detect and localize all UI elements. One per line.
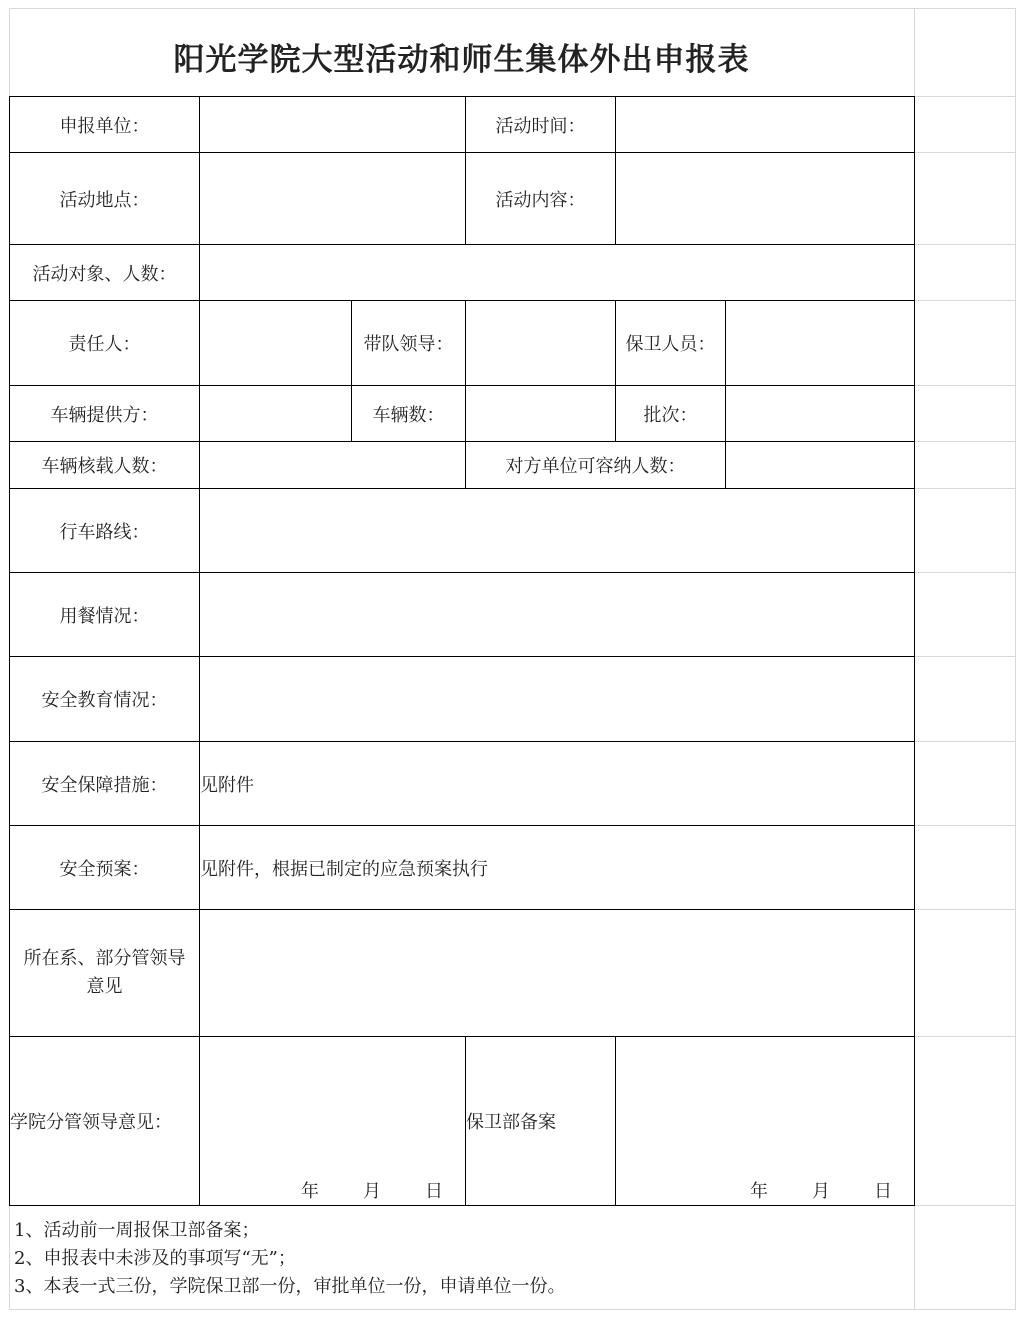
form-row [10, 442, 915, 489]
place-field[interactable] [200, 153, 466, 245]
note-item: 3、本表一式三份，学院保卫部一份，审批单位一份，申请单位一份。 [14, 1276, 566, 1297]
batch-label: 批次： [616, 386, 726, 442]
sheet-gridline [9, 8, 1016, 9]
host-capacity-field[interactable] [726, 442, 915, 489]
safety-plan-label: 安全预案： [10, 826, 200, 910]
route-field[interactable] [200, 489, 915, 573]
sheet-gridline [914, 244, 1016, 245]
meals-label: 用餐情况： [10, 573, 200, 657]
sheet-gridline [1015, 8, 1016, 1310]
sheet-gridline [914, 96, 1016, 97]
form-row [10, 573, 915, 657]
dept-opinion-field[interactable] [200, 910, 915, 1037]
time-label: 活动时间： [466, 97, 616, 153]
dept-opinion-label-line2: 意见 [86, 976, 123, 997]
team-leader-field[interactable] [466, 301, 616, 386]
security-record-field[interactable] [616, 1037, 915, 1206]
form-row [10, 742, 915, 826]
sheet-gridline [914, 300, 1016, 301]
note-item: 2、申报表中未涉及的事项写“无”； [14, 1248, 296, 1269]
time-field[interactable] [616, 97, 915, 153]
day-label: 日 [425, 1180, 443, 1202]
sheet-gridline [914, 441, 1016, 442]
college-opinion-field[interactable] [200, 1037, 466, 1206]
sheet-gridline [914, 1036, 1016, 1037]
form-row [10, 910, 915, 1037]
sheet-gridline [914, 1205, 1016, 1206]
form-title: 阳光学院大型活动和师生集体外出申报表 [173, 41, 750, 78]
sheet-gridline [914, 488, 1016, 489]
form-row [10, 826, 915, 910]
security-staff-label: 保卫人员： [616, 301, 726, 386]
audience-field[interactable] [200, 245, 915, 301]
form-row [10, 301, 915, 386]
form-row [10, 245, 915, 301]
content-field[interactable] [616, 153, 915, 245]
month-label: 月 [363, 1180, 381, 1202]
form-row [10, 153, 915, 245]
security-record-label: 保卫部备案 [466, 1037, 616, 1206]
form-row [10, 386, 915, 442]
application-form-table [9, 96, 915, 1206]
meals-field[interactable] [200, 573, 915, 657]
dept-opinion-label-line1: 所在系、部分管领导 [23, 948, 186, 969]
sheet-gridline [914, 909, 1016, 910]
vehicle-provider-label: 车辆提供方： [10, 386, 200, 442]
year-label: 年 [750, 1180, 768, 1202]
sheet-gridline [914, 572, 1016, 573]
team-leader-label: 带队领导： [352, 301, 466, 386]
safety-measures-field[interactable]: 见附件 [200, 742, 915, 826]
vehicle-count-label: 车辆数： [352, 386, 466, 442]
responsible-label: 责任人： [10, 301, 200, 386]
sheet-gridline [914, 656, 1016, 657]
safety-education-field[interactable] [200, 657, 915, 742]
unit-field[interactable] [200, 97, 466, 153]
sheet-gridline [914, 825, 1016, 826]
safety-education-label: 安全教育情况： [10, 657, 200, 742]
sheet-gridline [914, 152, 1016, 153]
form-row [10, 97, 915, 153]
safety-plan-field[interactable]: 见附件，根据已制定的应急预案执行 [200, 826, 915, 910]
form-row [10, 489, 915, 573]
safety-measures-label: 安全保障措施： [10, 742, 200, 826]
sheet-gridline [914, 385, 1016, 386]
unit-label: 申报单位： [10, 97, 200, 153]
audience-label: 活动对象、人数： [10, 245, 200, 301]
notes [14, 1217, 565, 1301]
form-row [10, 1037, 915, 1206]
form-row [10, 657, 915, 742]
month-label: 月 [812, 1180, 830, 1202]
vehicle-provider-field[interactable] [200, 386, 352, 442]
vehicle-count-field[interactable] [466, 386, 616, 442]
responsible-field[interactable] [200, 301, 352, 386]
college-opinion-label: 学院分管领导意见： [10, 1037, 200, 1206]
sheet-gridline [9, 1309, 1016, 1310]
dept-opinion-label [10, 910, 200, 1037]
content-label: 活动内容： [466, 153, 616, 245]
security-date-line [616, 1177, 914, 1203]
note-item: 1、活动前一周报保卫部备案； [14, 1220, 260, 1241]
route-label: 行车路线： [10, 489, 200, 573]
security-staff-field[interactable] [726, 301, 915, 386]
vehicle-capacity-field[interactable] [200, 442, 466, 489]
day-label: 日 [874, 1180, 892, 1202]
sheet-gridline [914, 741, 1016, 742]
vehicle-capacity-label: 车辆核载人数： [10, 442, 200, 489]
batch-field[interactable] [726, 386, 915, 442]
host-capacity-label: 对方单位可容纳人数： [466, 442, 726, 489]
year-label: 年 [301, 1180, 319, 1202]
college-date-line [200, 1177, 465, 1203]
place-label: 活动地点： [10, 153, 200, 245]
